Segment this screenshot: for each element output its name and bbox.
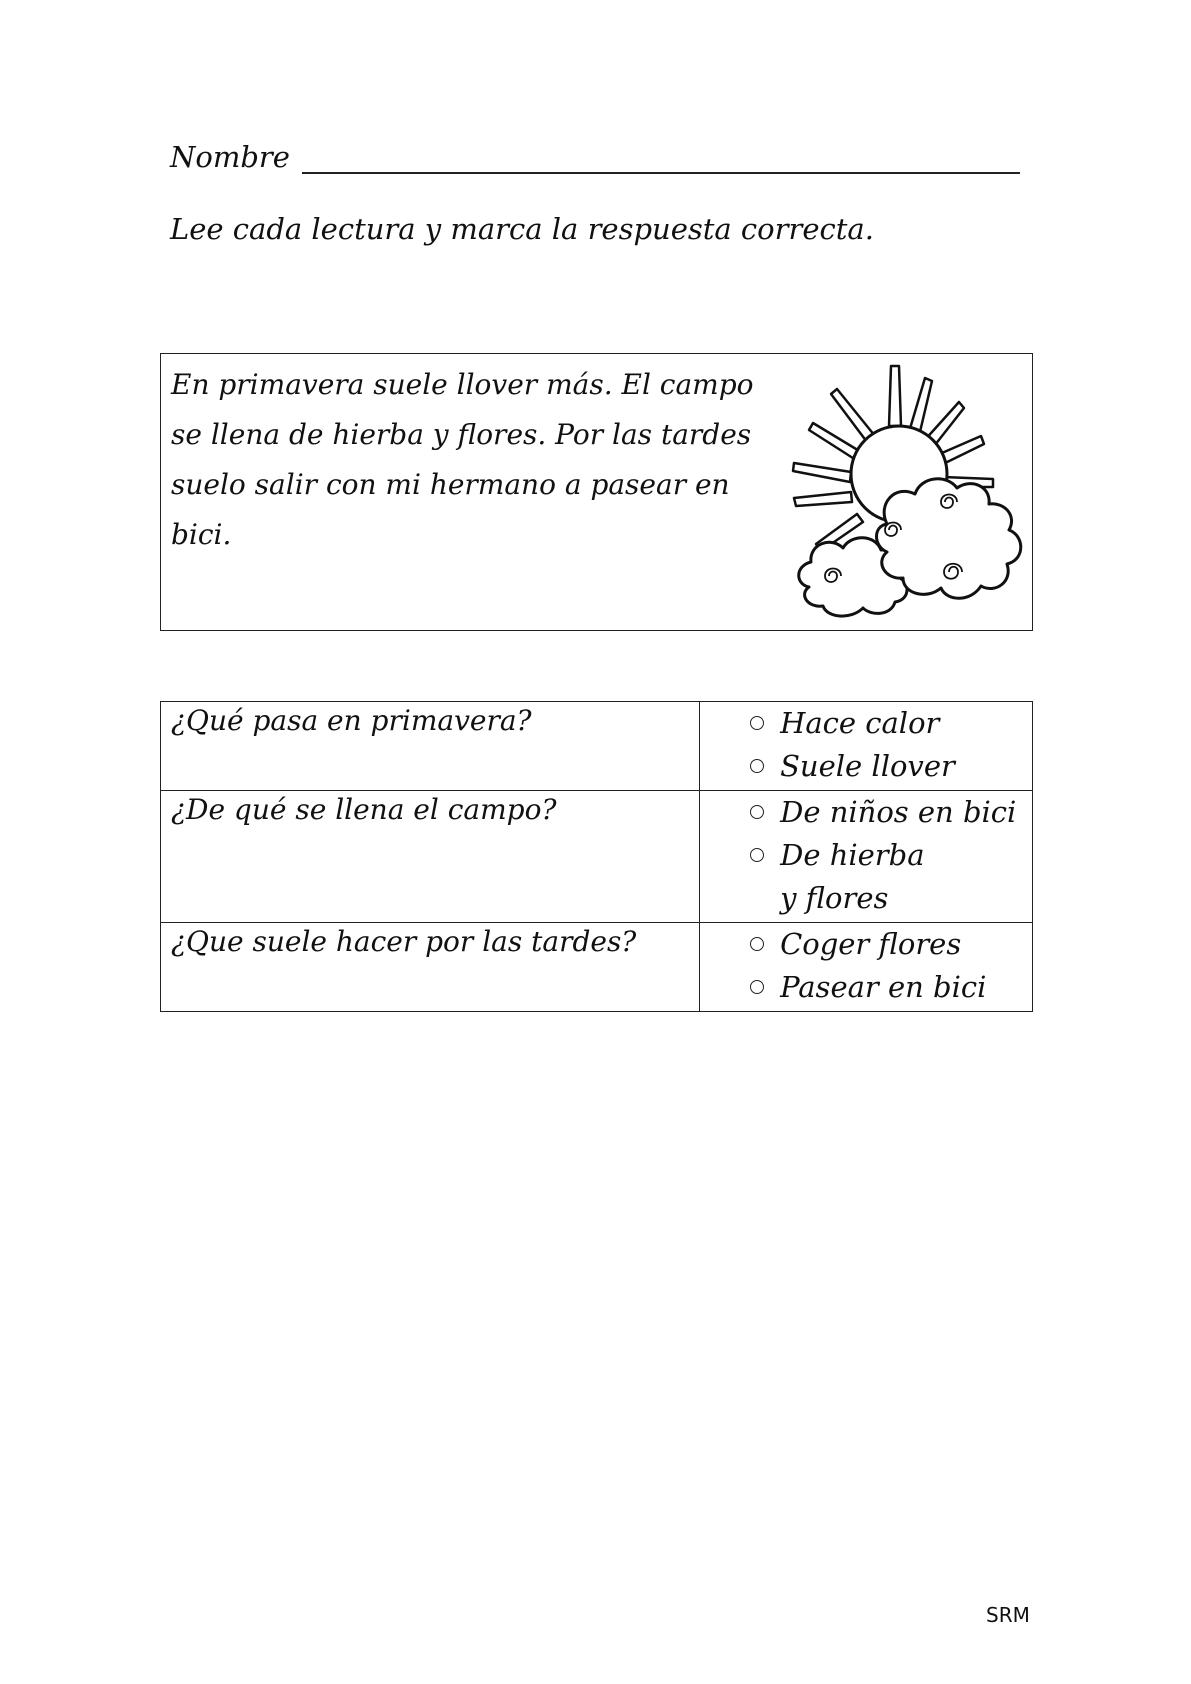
name-label: Nombre (170, 140, 290, 174)
questions-table (160, 701, 1033, 1012)
question-row (161, 702, 1033, 791)
radio-circle-icon[interactable] (750, 805, 764, 819)
radio-circle-icon[interactable] (750, 848, 764, 862)
question-text: ¿Que suele hacer por las tardes? (161, 923, 700, 1012)
question-text: ¿De qué se llena el campo? (161, 791, 700, 923)
sun-with-clouds-illustration (791, 354, 1032, 630)
question-row (161, 791, 1033, 923)
option-item[interactable] (700, 834, 1032, 920)
option-label: De niños en bici (780, 795, 1017, 829)
option-label: Hace calor (780, 706, 940, 740)
answer-options (700, 791, 1033, 923)
answer-options (700, 702, 1033, 791)
option-item[interactable] (700, 791, 1032, 834)
option-item[interactable] (700, 923, 1032, 966)
instructions: Lee cada lectura y marca la respuesta correcta. (170, 212, 874, 246)
question-row (161, 923, 1033, 1012)
radio-circle-icon[interactable] (750, 937, 764, 951)
name-row (170, 140, 1020, 174)
option-label: Pasear en bici (780, 970, 987, 1004)
option-label: Suele llover (780, 749, 955, 783)
option-item[interactable] (700, 966, 1032, 1009)
answer-options (700, 923, 1033, 1012)
reading-box (160, 353, 1033, 631)
option-label: Coger flores (780, 927, 962, 961)
radio-circle-icon[interactable] (750, 980, 764, 994)
reading-text: En primavera suele llover más. El campo se llena de hierba y flores. Por las tardes suelo salir con mi hermano a pasear en bici. (171, 368, 754, 551)
question-text: ¿Qué pasa en primavera? (161, 702, 700, 791)
author-initials: SRM (986, 1603, 1030, 1627)
option-label: De hierba y flores (780, 838, 925, 915)
option-item[interactable] (700, 702, 1032, 745)
name-blank-line[interactable] (302, 144, 1020, 174)
option-item[interactable] (700, 745, 1032, 788)
radio-circle-icon[interactable] (750, 716, 764, 730)
radio-circle-icon[interactable] (750, 759, 764, 773)
